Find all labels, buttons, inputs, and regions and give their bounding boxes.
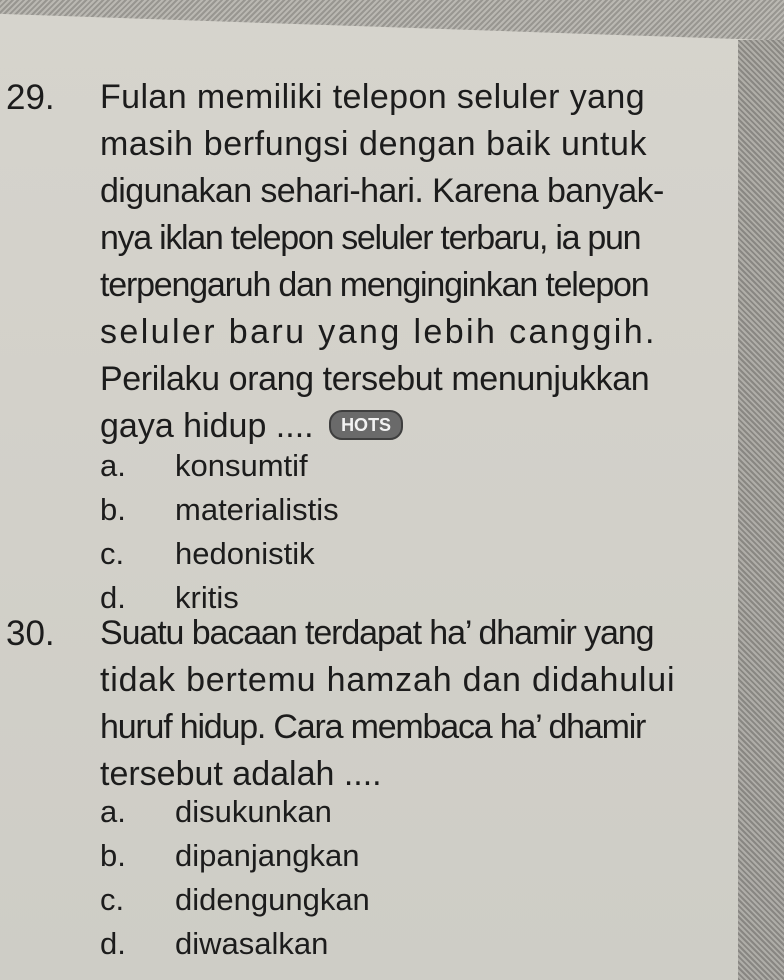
option-text: disukunkan (175, 794, 332, 829)
stem-line: nya iklan telepon seluler terbaru, ia pun (100, 219, 641, 257)
stem-line: seluler baru yang lebih canggih. (100, 313, 657, 351)
option-b[interactable] (100, 488, 600, 532)
stem-line-text: gaya hidup .... (100, 407, 314, 445)
question-stem (100, 610, 715, 798)
answer-options (100, 444, 600, 620)
option-letter: a. (100, 448, 126, 483)
option-c[interactable] (100, 532, 600, 576)
stem-line-text: Suatu bacaan terdapat ha’ dhamir yang (100, 614, 654, 652)
option-letter: b. (100, 492, 126, 527)
option-a[interactable] (100, 790, 600, 834)
question-number: 29. (6, 78, 55, 117)
option-letter: c. (100, 882, 125, 917)
hots-badge: HOTS (329, 410, 403, 440)
option-text: didengungkan (175, 882, 370, 917)
question-number: 30. (6, 614, 55, 653)
option-letter: b. (100, 838, 126, 873)
option-c[interactable] (100, 878, 600, 922)
option-a[interactable] (100, 444, 600, 488)
stem-line: huruf hidup. Cara membaca ha’ dhamir (100, 708, 646, 746)
stem-line (100, 610, 715, 657)
question-stem (100, 74, 715, 450)
stem-line (100, 403, 715, 450)
stem-line: Fulan memiliki telepon seluler yang (100, 78, 646, 116)
stem-line: Perilaku orang tersebut menunjukkan (100, 360, 650, 398)
answer-options (100, 790, 600, 966)
option-text: kritis (175, 580, 239, 615)
stem-line: terpengaruh dan menginginkan telepon (100, 266, 649, 304)
stem-line: masih berfungsi dengan baik untuk (100, 125, 648, 163)
stem-line: tidak bertemu hamzah dan didahului (100, 661, 676, 699)
option-letter: c. (100, 536, 125, 571)
option-text: konsumtif (175, 448, 308, 483)
option-letter: a. (100, 794, 126, 829)
stem-line: tersebut adalah .... (100, 755, 382, 793)
option-text: diwasalkan (175, 926, 329, 961)
page-right-edge (738, 40, 784, 980)
option-letter: d. (100, 580, 126, 615)
option-letter: d. (100, 926, 126, 961)
option-d[interactable] (100, 922, 600, 966)
option-b[interactable] (100, 834, 600, 878)
option-text: hedonistik (175, 536, 315, 571)
option-text: materialistis (175, 492, 339, 527)
page-top-edge (0, 0, 784, 58)
stem-line: digunakan sehari-hari. Karena banyak- (100, 172, 664, 210)
option-text: dipanjangkan (175, 838, 360, 873)
